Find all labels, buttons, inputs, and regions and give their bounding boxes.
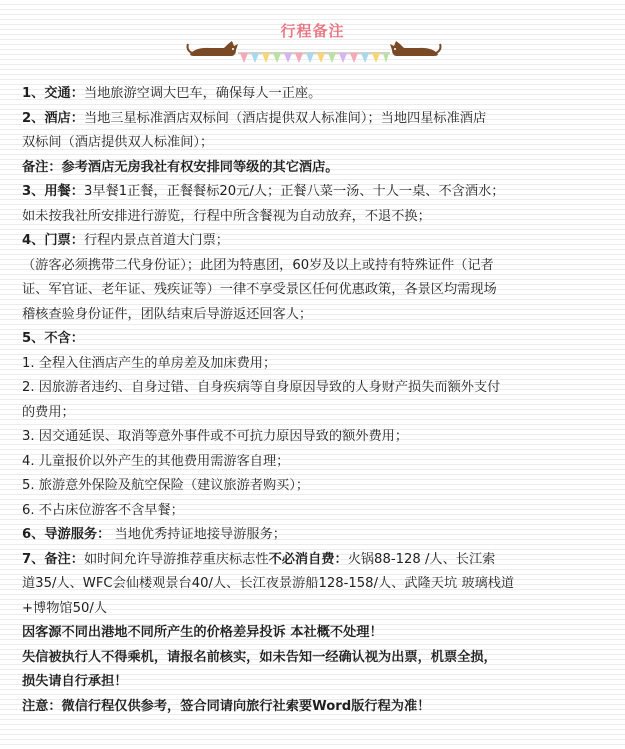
cat-right-icon — [388, 38, 442, 60]
bunting-flags-decoration — [238, 52, 390, 66]
note-line: 证、军官证、老年证、残疾证等）一律不享受景区任何优惠政策，各景区均需现场 — [22, 282, 497, 297]
note-line: 5、不含： — [22, 331, 84, 346]
note-line: 双标间（酒店提供双人标准间）； — [22, 135, 214, 150]
note-line: （游客必须携带二代身份证）；此团为特惠团，60岁及以上或持有特殊证件（记者 — [22, 257, 494, 273]
note-line: 2. 因旅游者违约、自身过错、自身疾病等自身原因导致的人身财产损失而额外支付 — [22, 380, 501, 395]
note-line: 1. 全程入住酒店产生的单房差及加床费用； — [22, 355, 277, 371]
note-line: 的费用； — [22, 404, 75, 420]
note-line: 损失请自行承担！ — [22, 674, 128, 689]
note-line: 6. 不占床位游客不含早餐； — [22, 502, 184, 518]
note-line: 失信被执行人不得乘机，请报名前核实，如未告知一经确认视为出票，机票全损， — [22, 649, 497, 665]
note-line: 道35/人、WFC会仙楼观景台40/人、长江夜景游船128-158/人、武隆天坑 玻璃栈道 — [22, 576, 515, 591]
note-line: +博物馆50/人 — [22, 600, 108, 616]
note-line: 因客源不同出港地不同所产生的价格差异投诉 本社概不处理！ — [22, 625, 383, 640]
note-line: 注意：微信行程仅供参考，签合同请向旅行社索要Word版行程为准！ — [22, 698, 431, 714]
note-line: 如未按我社所安排进行游览，行程中所含餐视为自动放弃，不退不换； — [22, 208, 431, 224]
note-line: 4. 儿童报价以外产生的其他费用需游客自理； — [22, 453, 290, 469]
notes-content — [22, 82, 612, 719]
section-header — [0, 0, 625, 74]
note-line: 稽核查验身份证件，团队结束后导游返还回客人； — [22, 306, 313, 322]
section-title: 行程备注 — [280, 22, 345, 40]
note-line: 5. 旅游意外保险及航空保险（建议旅游者购买）； — [22, 478, 310, 493]
note-line: 1、交通：当地旅游空调大巴车，确保每人一正座。 — [22, 86, 322, 101]
note-line: 3、用餐：3早餐1正餐，正餐餐标20元/人；正餐八菜一汤、十人一桌、不含酒水； — [22, 184, 505, 199]
note-line: 2、酒店：当地三星标准酒店双标间（酒店提供双人标准间）；当地四星标准酒店 — [22, 110, 487, 126]
note-line: 7、备注：如时间允许导游推荐重庆标志性不必消自费：火锅88-128 /人、长江索 — [22, 551, 496, 567]
note-line: 3. 因交通延误、取消等意外事件或不可抗力原因导致的额外费用； — [22, 429, 409, 444]
note-line: 6、导游服务： 当地优秀持证地接导游服务； — [22, 527, 286, 542]
note-line: 备注：参考酒店无房我社有权安排同等级的其它酒店。 — [22, 159, 339, 175]
cat-left-icon — [186, 38, 240, 60]
note-line: 4、门票：行程内景点首道大门票； — [22, 233, 229, 248]
